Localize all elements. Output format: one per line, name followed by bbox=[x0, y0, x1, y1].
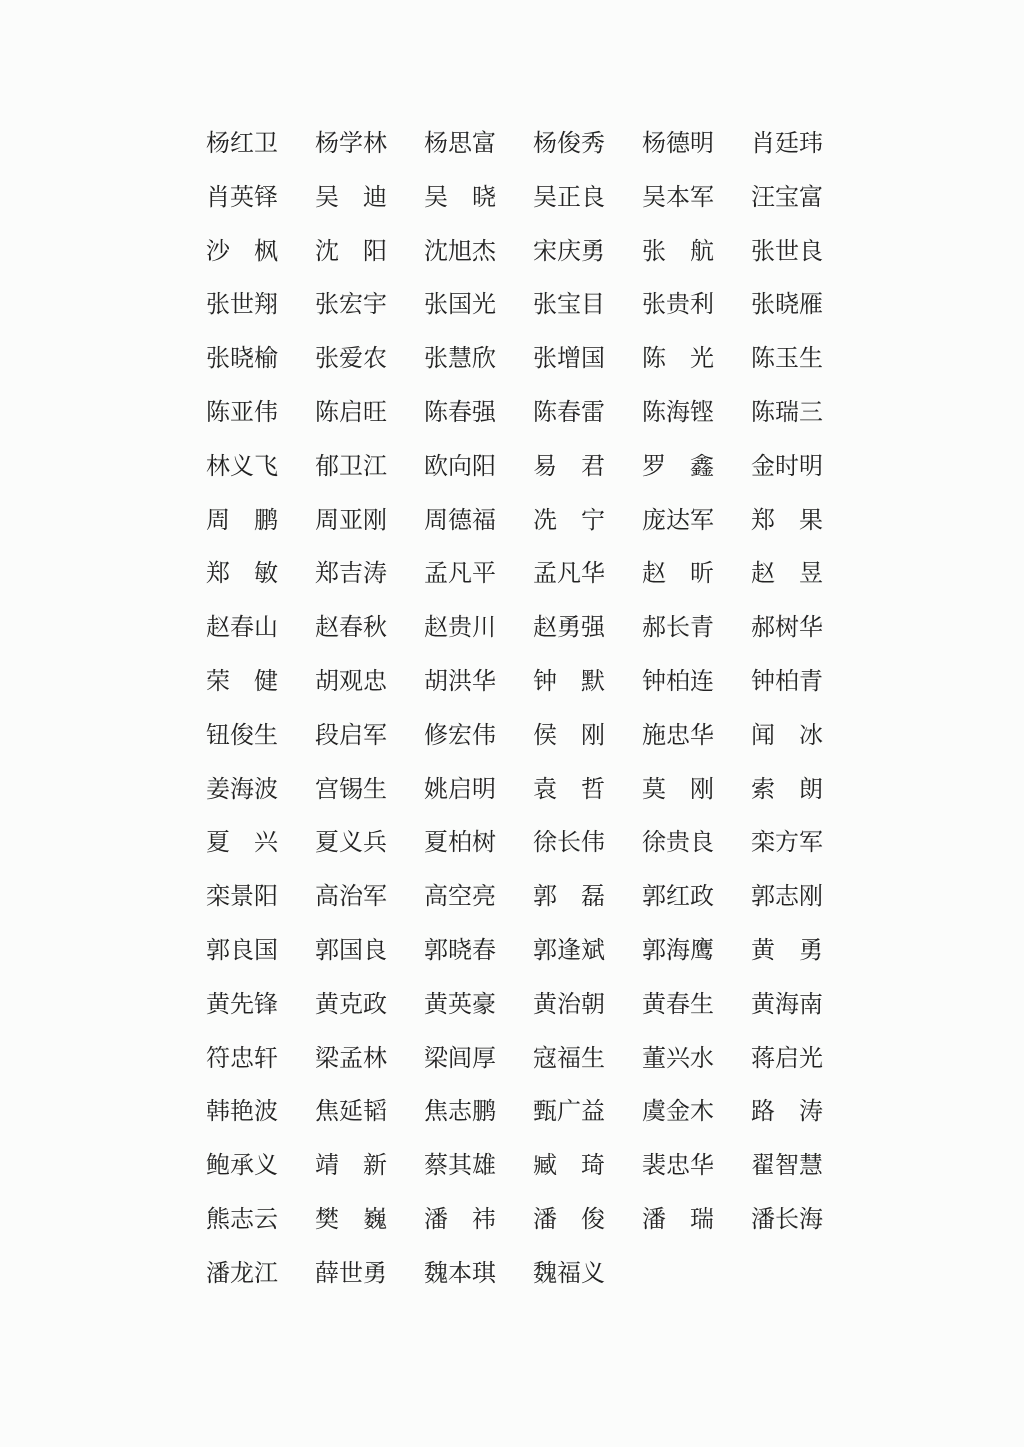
name-entry: 赵勇强 bbox=[533, 613, 605, 642]
name-entry: 郝长青 bbox=[642, 613, 714, 642]
name-entry: 沈 阳 bbox=[315, 236, 387, 265]
name-entry: 裴忠华 bbox=[642, 1151, 714, 1180]
name-entry: 赵 昕 bbox=[642, 559, 714, 588]
name-entry: 莫 刚 bbox=[642, 774, 714, 803]
name-entry: 杨俊秀 bbox=[533, 129, 605, 157]
name-entry: 夏 兴 bbox=[206, 828, 278, 857]
name-entry: 荣 健 bbox=[206, 666, 278, 695]
name-entry: 段启军 bbox=[315, 720, 387, 749]
name-entry: 宫锡生 bbox=[315, 774, 387, 803]
name-entry: 姚启明 bbox=[424, 774, 496, 803]
name-entry: 张贵利 bbox=[642, 290, 714, 319]
name-entry: 陈 光 bbox=[642, 344, 714, 373]
name-entry: 翟智慧 bbox=[751, 1151, 823, 1180]
name-entry: 黄英豪 bbox=[424, 989, 496, 1018]
name-entry: 潘 瑞 bbox=[642, 1204, 714, 1233]
name-entry: 高空亮 bbox=[424, 882, 496, 911]
name-entry: 寇福生 bbox=[533, 1043, 605, 1072]
name-entry: 栾景阳 bbox=[206, 882, 278, 911]
name-entry: 沙 枫 bbox=[206, 236, 278, 265]
name-entry: 周 鹏 bbox=[206, 505, 278, 534]
name-entry: 周德福 bbox=[424, 505, 496, 534]
name-entry: 吴 晓 bbox=[424, 182, 496, 211]
name-entry: 宋庆勇 bbox=[533, 236, 605, 265]
name-entry: 吴 迪 bbox=[315, 182, 387, 211]
name-entry: 栾方军 bbox=[751, 828, 823, 857]
name-entry: 罗 鑫 bbox=[642, 451, 714, 480]
name-entry: 侯 刚 bbox=[533, 720, 605, 749]
name-entry: 樊 巍 bbox=[315, 1204, 387, 1233]
name-entry: 郭志刚 bbox=[751, 882, 823, 911]
name-entry: 韩艳波 bbox=[206, 1097, 278, 1126]
name-entry: 欧向阳 bbox=[424, 451, 496, 480]
name-entry: 陈海铿 bbox=[642, 397, 714, 426]
name-entry: 郭逢斌 bbox=[533, 935, 605, 964]
name-entry: 张宝目 bbox=[533, 290, 605, 319]
name-entry: 张世翔 bbox=[206, 290, 278, 319]
name-entry: 黄海南 bbox=[751, 989, 823, 1018]
name-entry: 赵春山 bbox=[206, 613, 278, 642]
name-entry: 黄春生 bbox=[642, 989, 714, 1018]
name-entry: 陈春雷 bbox=[533, 397, 605, 426]
name-entry: 陈亚伟 bbox=[206, 397, 278, 426]
name-entry: 修宏伟 bbox=[424, 720, 496, 749]
name-entry: 虞金木 bbox=[642, 1097, 714, 1126]
name-entry: 钟 默 bbox=[533, 666, 605, 695]
name-entry: 郑 敏 bbox=[206, 559, 278, 588]
name-entry: 焦志鹏 bbox=[424, 1097, 496, 1126]
name-entry: 杨学林 bbox=[315, 129, 387, 157]
name-entry: 赵 昱 bbox=[751, 559, 823, 588]
name-entry: 肖英铎 bbox=[206, 182, 278, 211]
name-entry: 沈旭杰 bbox=[424, 236, 496, 265]
name-entry: 张国光 bbox=[424, 290, 496, 319]
name-entry: 黄克政 bbox=[315, 989, 387, 1018]
name-entry: 徐贵良 bbox=[642, 828, 714, 857]
name-entry: 杨红卫 bbox=[206, 129, 278, 157]
name-entry: 张爱农 bbox=[315, 344, 387, 373]
name-entry: 张世良 bbox=[751, 236, 823, 265]
name-entry: 陈春强 bbox=[424, 397, 496, 426]
name-entry: 袁 哲 bbox=[533, 774, 605, 803]
name-entry: 魏本琪 bbox=[424, 1258, 496, 1287]
name-entry: 符忠轩 bbox=[206, 1043, 278, 1072]
name-entry: 郭国良 bbox=[315, 935, 387, 964]
name-entry: 钮俊生 bbox=[206, 720, 278, 749]
name-entry: 郑吉涛 bbox=[315, 559, 387, 588]
name-entry: 郭 磊 bbox=[533, 882, 605, 911]
name-entry: 郭红政 bbox=[642, 882, 714, 911]
name-entry: 钟柏连 bbox=[642, 666, 714, 695]
name-entry: 高治军 bbox=[315, 882, 387, 911]
name-entry: 张晓榆 bbox=[206, 344, 278, 373]
name-entry: 张慧欣 bbox=[424, 344, 496, 373]
name-entry: 潘龙江 bbox=[206, 1258, 278, 1287]
name-entry: 易 君 bbox=[533, 451, 605, 480]
name-entry: 蒋启光 bbox=[751, 1043, 823, 1072]
name-entry: 闻 冰 bbox=[751, 720, 823, 749]
name-entry: 徐长伟 bbox=[533, 828, 605, 857]
name-entry: 张 航 bbox=[642, 236, 714, 265]
name-entry: 郭海鹰 bbox=[642, 935, 714, 964]
name-entry: 冼 宁 bbox=[533, 505, 605, 534]
name-entry: 陈玉生 bbox=[751, 344, 823, 373]
name-entry: 郭晓春 bbox=[424, 935, 496, 964]
name-entry: 赵春秋 bbox=[315, 613, 387, 642]
name-entry: 蔡其雄 bbox=[424, 1151, 496, 1180]
name-entry: 孟凡平 bbox=[424, 559, 496, 588]
name-entry: 庞达军 bbox=[642, 505, 714, 534]
name-entry: 董兴水 bbox=[642, 1043, 714, 1072]
name-entry: 熊志云 bbox=[206, 1204, 278, 1233]
name-entry: 周亚刚 bbox=[315, 505, 387, 534]
name-entry: 陈瑞三 bbox=[751, 397, 823, 426]
name-entry: 赵贵川 bbox=[424, 613, 496, 642]
name-entry: 潘 祎 bbox=[424, 1204, 496, 1233]
name-entry: 郁卫江 bbox=[315, 451, 387, 480]
name-entry: 孟凡华 bbox=[533, 559, 605, 588]
name-entry: 吴正良 bbox=[533, 182, 605, 211]
name-entry: 郝树华 bbox=[751, 613, 823, 642]
name-list bbox=[206, 123, 860, 1307]
name-entry: 肖廷玮 bbox=[751, 129, 823, 157]
name-entry: 梁孟林 bbox=[315, 1043, 387, 1072]
name-entry: 胡观忠 bbox=[315, 666, 387, 695]
name-entry: 吴本军 bbox=[642, 182, 714, 211]
name-entry: 魏福义 bbox=[533, 1258, 605, 1287]
name-entry: 金时明 bbox=[751, 451, 823, 480]
name-entry: 潘长海 bbox=[751, 1204, 823, 1233]
name-entry: 焦延韬 bbox=[315, 1097, 387, 1126]
name-entry: 路 涛 bbox=[751, 1097, 823, 1126]
name-entry: 薛世勇 bbox=[315, 1258, 387, 1287]
name-entry: 胡洪华 bbox=[424, 666, 496, 695]
name-entry: 鲍承义 bbox=[206, 1151, 278, 1180]
name-entry: 郑 果 bbox=[751, 505, 823, 534]
name-entry: 张宏宇 bbox=[315, 290, 387, 319]
name-entry: 索 朗 bbox=[751, 774, 823, 803]
name-entry: 夏柏树 bbox=[424, 828, 496, 857]
name-entry: 钟柏青 bbox=[751, 666, 823, 695]
name-entry: 臧 琦 bbox=[533, 1151, 605, 1180]
name-entry: 黄 勇 bbox=[751, 935, 823, 964]
name-entry: 陈启旺 bbox=[315, 397, 387, 426]
name-entry: 靖 新 bbox=[315, 1151, 387, 1180]
name-entry: 潘 俊 bbox=[533, 1204, 605, 1233]
name-entry: 施忠华 bbox=[642, 720, 714, 749]
name-entry: 梁闾厚 bbox=[424, 1043, 496, 1072]
name-entry: 黄先锋 bbox=[206, 989, 278, 1018]
name-entry: 郭良国 bbox=[206, 935, 278, 964]
name-entry: 姜海波 bbox=[206, 774, 278, 803]
name-entry: 汪宝富 bbox=[751, 182, 823, 211]
name-entry: 张晓雁 bbox=[751, 290, 823, 319]
name-entry: 甄广益 bbox=[533, 1097, 605, 1126]
name-entry: 林义飞 bbox=[206, 451, 278, 480]
name-entry: 杨德明 bbox=[642, 129, 714, 157]
name-entry: 杨思富 bbox=[424, 129, 496, 157]
name-entry: 张增国 bbox=[533, 344, 605, 373]
name-entry: 夏义兵 bbox=[315, 828, 387, 857]
name-entry: 黄治朝 bbox=[533, 989, 605, 1018]
